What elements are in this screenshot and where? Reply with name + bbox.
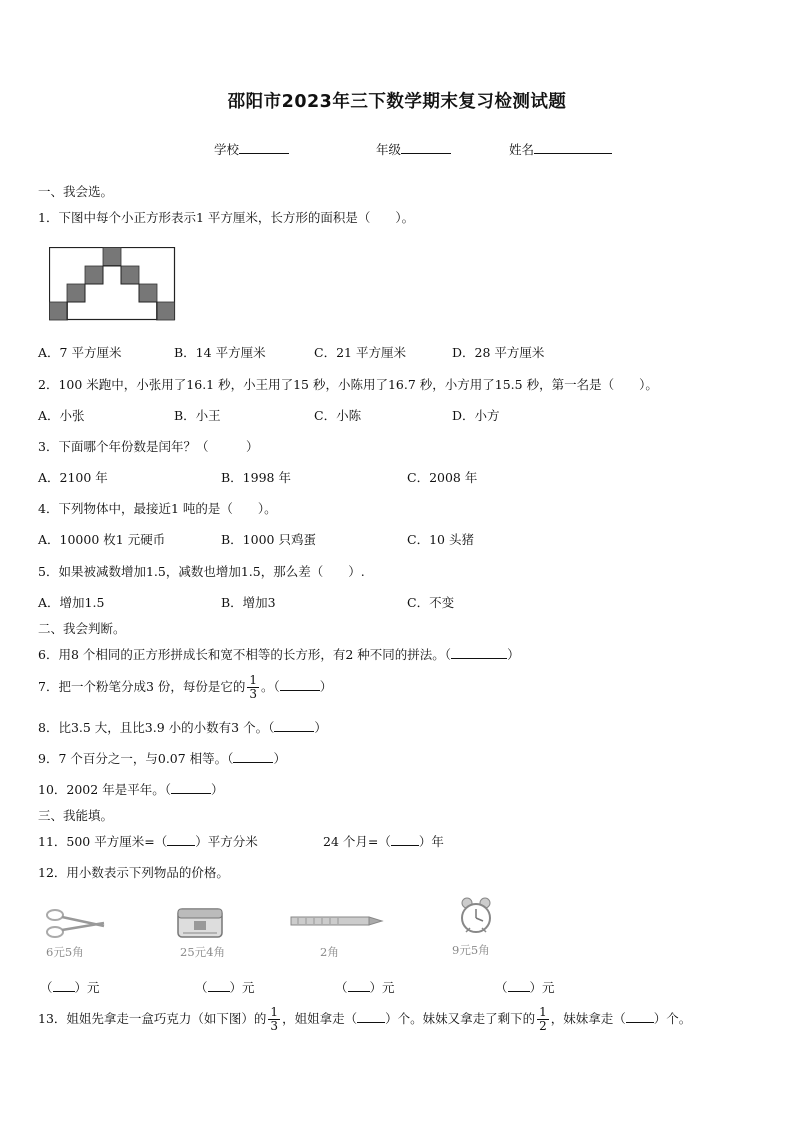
q9-answer-blank[interactable] [233,750,273,763]
q11-blank-1[interactable] [167,833,195,846]
q2-option-a[interactable]: A．小张 [38,408,85,423]
item-1-blank[interactable] [53,979,75,992]
question-7 [38,674,332,701]
close-paren: ） [319,679,333,694]
q4-option-b[interactable]: B．1000 只鸡蛋 [221,532,316,547]
question-6 [38,645,520,663]
q2-option-b[interactable]: B．小王 [174,408,221,423]
question-11 [38,832,258,850]
close-paren: ） [229,980,243,995]
item-1-unit: 元 [87,980,100,995]
fraction-numerator: 1 [539,1005,547,1019]
q3-option-c[interactable]: C．2008 年 [407,470,478,485]
q13-blank-1[interactable] [357,1010,385,1023]
q8-answer-blank[interactable] [274,719,314,732]
alarm-clock-icon [458,896,494,936]
item-2-unit: 元 [242,980,255,995]
question-13-text-b: ，姐姐拿走（ [282,1011,358,1026]
fraction-denominator: 2 [539,1019,547,1033]
item-4-unit: 元 [542,980,555,995]
close-paren: ） [529,980,543,995]
fraction-one-half [537,1006,549,1033]
question-2: 2．100 米跑中，小张用了16.1 秒，小王用了15 秒，小陈用了16.7 秒，小方用了15.5 秒，第一名是（ ）。 [38,377,658,392]
item-1-answer [40,978,100,996]
shaded-squares [50,248,175,321]
question-8-text: 8．比3.5 大，且比3.9 小的小数有3 个。（ [38,720,275,735]
item-4-price: 9元5角 [452,943,490,957]
school-field [214,140,289,158]
q10-answer-blank[interactable] [171,781,211,794]
name-blank [534,140,612,154]
q3-option-a[interactable]: A．2100 年 [38,470,108,485]
question-1: 1．下图中每个小正方形表示1 平方厘米，长方形的面积是（ ）。 [38,210,415,225]
question-8 [38,718,327,736]
q1-option-b[interactable]: B．14 平方厘米 [174,345,266,360]
question-13 [38,1006,691,1033]
item-3-price: 2角 [320,945,339,959]
open-paren: （ [495,980,508,995]
fraction-numerator: 1 [270,1005,279,1019]
school-blank [239,140,289,154]
item-4-blank[interactable] [508,979,530,992]
fraction-denominator: 3 [249,687,258,701]
grade-field [376,140,451,158]
item-1-price: 6元5角 [46,945,84,959]
question-11-part-2 [323,832,444,850]
question-7-text: 7．把一个粉笔分成3 份，每份是它的 [38,679,246,694]
item-4-answer [495,978,555,996]
item-3-answer [335,978,395,996]
section-2-heading: 二、我会判断。 [38,621,126,636]
question-9 [38,749,286,767]
q6-answer-blank[interactable] [451,646,507,659]
pencil-icon [290,914,384,928]
q1-option-d[interactable]: D．28 平方厘米 [452,345,545,360]
name-label: 姓名 [509,142,535,157]
q5-option-c[interactable]: C．不变 [407,595,455,610]
question-9-text: 9．7 个百分之一，与0.07 相等。（ [38,751,234,766]
grade-blank [401,140,451,154]
q1-option-c[interactable]: C．21 平方厘米 [314,345,406,360]
q13-blank-2[interactable] [626,1010,654,1023]
close-paren: ） [507,647,520,662]
q5-option-b[interactable]: B．增加3 [221,595,276,610]
name-field [509,140,612,158]
question-12: 12．用小数表示下列物品的价格。 [38,865,229,880]
scissors-icon [44,906,108,942]
section-1-heading: 一、我会选。 [38,184,114,199]
school-label: 学校 [214,142,240,157]
close-paren: ） [74,980,88,995]
question-13-text-d: ，妹妹拿走（ [550,1011,626,1026]
open-paren: （ [40,980,53,995]
fraction-one-third [268,1006,280,1033]
question-11-text-c: 24 个月=（ [323,834,391,849]
question-4: 4．下列物体中，最接近1 吨的是（ ）。 [38,501,277,516]
q2-option-c[interactable]: C．小陈 [314,408,362,423]
q3-option-b[interactable]: B．1998 年 [221,470,291,485]
question-6-text: 6．用8 个相同的正方形拼成长和宽不相等的长方形，有2 种不同的拼法。（ [38,647,452,662]
section-3-heading: 三、我能填。 [38,808,114,823]
q7-answer-blank[interactable] [280,678,320,691]
item-3-unit: 元 [382,980,395,995]
staircase-grid-figure [49,247,176,321]
fraction-denominator: 3 [270,1019,279,1033]
grade-label: 年级 [376,142,402,157]
question-5: 5．如果被减数增加1.5，减数也增加1.5，那么差（ ）. [38,564,365,579]
fraction-one-third [247,674,259,701]
open-paren: （ [335,980,348,995]
question-13-text-a: 13．姐姐先拿走一盒巧克力（如下图）的 [38,1011,267,1026]
question-10-text: 10．2002 年是平年。（ [38,782,171,797]
question-11-text-d: ）年 [418,834,444,849]
close-paren: ） [210,782,224,797]
item-2-price: 25元4角 [180,945,225,959]
question-11-text-a: 11．500 平方厘米=（ [38,834,168,849]
q5-option-a[interactable]: A．增加1.5 [38,595,105,610]
question-13-text-e: ）个。 [653,1011,692,1026]
question-10 [38,780,223,798]
open-paren: （ [195,980,208,995]
fraction-numerator: 1 [249,673,258,687]
q11-blank-2[interactable] [391,833,419,846]
close-paren: ） [273,751,286,766]
q1-option-a[interactable]: A．7 平方厘米 [38,345,122,360]
page-title: 邵阳市2023年三下数学期末复习检测试题 [227,92,567,112]
close-paren: ） [369,980,383,995]
q4-option-c[interactable]: C．10 头猪 [407,532,474,547]
question-7-text-end: 。（ [261,679,280,694]
pencil-case-icon [175,903,225,941]
close-paren: ） [314,720,327,735]
question-11-text-b: ）平方分米 [195,834,258,849]
question-13-text-c: ）个。妹妹又拿走了剩下的 [385,1011,536,1026]
item-2-answer [195,978,255,996]
question-3: 3．下面哪个年份数是闰年？（ ） [38,439,259,454]
q4-option-a[interactable]: A．10000 枚1 元硬币 [38,532,166,547]
q2-option-d[interactable]: D．小方 [452,408,500,423]
item-3-blank[interactable] [348,979,370,992]
item-2-blank[interactable] [208,979,230,992]
